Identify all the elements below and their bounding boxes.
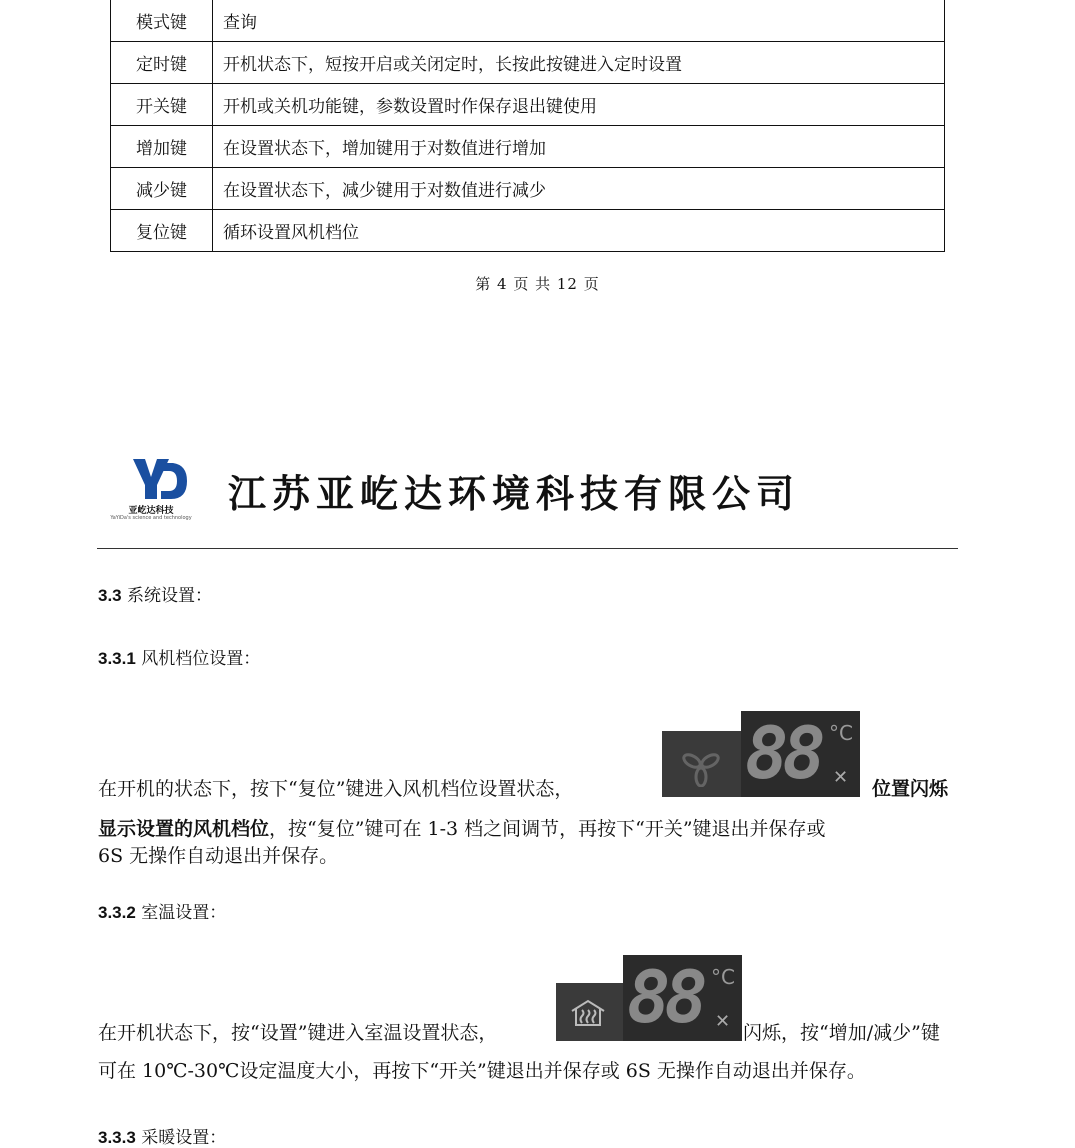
table-row xyxy=(111,210,945,252)
section-number: 3.3 xyxy=(98,586,122,605)
logo-subtext: YaYiDa's science and technology xyxy=(110,515,192,521)
wrench-icon: ✕ xyxy=(833,767,849,788)
section-3-3-2-body: 在开机状态下，按“设置”键进入室温设置状态， xyxy=(98,1022,498,1044)
heating-display-left xyxy=(556,983,624,1041)
table-row xyxy=(111,168,945,210)
key-description-cell: 查询 xyxy=(213,0,945,42)
section-3-3-1-body xyxy=(98,776,960,803)
section-number: 3.3.2 xyxy=(98,903,136,922)
lcd-digits: 88 xyxy=(627,955,702,1039)
celsius-unit: °C xyxy=(829,721,853,745)
company-name: 江苏亚屹达环境科技有限公司 xyxy=(228,471,801,516)
heating-icon xyxy=(568,997,608,1029)
celsius-unit: °C xyxy=(711,965,735,989)
section-3-3-1-body-line2 xyxy=(98,816,960,843)
key-description-cell: 在设置状态下，增加键用于对数值进行增加 xyxy=(213,126,945,168)
section-3-3-2-body-cont: 闪烁，按“增加/减少”键 xyxy=(743,1022,940,1044)
section-number: 3.3.1 xyxy=(98,649,136,668)
table-row xyxy=(111,42,945,84)
key-name-cell: 开关键 xyxy=(111,84,213,126)
lcd-display xyxy=(623,955,742,1041)
body-text: ，按“复位”键可在 1-3 档之间调节，再按下“开关”键退出并保存或 xyxy=(269,818,826,840)
company-header xyxy=(97,455,958,549)
section-3-3-2-heading xyxy=(98,898,226,923)
section-title: 室温设置： xyxy=(141,903,227,923)
logo-name: 亚屹达科技 xyxy=(128,506,174,516)
key-name-cell: 模式键 xyxy=(111,0,213,42)
key-description-cell: 在设置状态下，减少键用于对数值进行减少 xyxy=(213,168,945,210)
section-number: 3.3.3 xyxy=(98,1128,136,1147)
body-text-bold: 显示设置的风机档位 xyxy=(98,818,270,840)
section-3-3-heading xyxy=(98,581,212,606)
table-row xyxy=(111,126,945,168)
section-3-3-1-body-line3: 6S 无操作自动退出并保存。 xyxy=(98,845,339,867)
key-function-table xyxy=(110,0,945,252)
key-description-cell: 循环设置风机档位 xyxy=(213,210,945,252)
table-row xyxy=(111,84,945,126)
key-name-cell: 增加键 xyxy=(111,126,213,168)
body-text-bold: 位置闪烁 xyxy=(872,778,949,800)
section-3-3-3-heading xyxy=(98,1123,226,1148)
table-row xyxy=(111,0,945,42)
page-footer: 第 4 页 共 12 页 xyxy=(475,275,600,293)
section-title: 风机档位设置： xyxy=(141,649,261,669)
key-description-cell: 开机状态下，短按开启或关闭定时，长按此按键进入定时设置 xyxy=(213,42,945,84)
key-name-cell: 减少键 xyxy=(111,168,213,210)
key-description-cell: 开机或关机功能键，参数设置时作保存退出键使用 xyxy=(213,84,945,126)
key-name-cell: 复位键 xyxy=(111,210,213,252)
section-3-3-2-body-line2: 可在 10℃-30℃设定温度大小，再按下“开关”键退出并保存或 6S 无操作自动退出并保存。 xyxy=(98,1060,866,1082)
section-title: 系统设置： xyxy=(127,586,213,606)
key-name-cell: 定时键 xyxy=(111,42,213,84)
section-title: 采暖设置： xyxy=(141,1128,227,1148)
lcd-digits: 88 xyxy=(745,711,820,795)
wrench-icon: ✕ xyxy=(715,1011,731,1032)
section-3-3-1-heading xyxy=(98,644,260,669)
body-text: 在开机的状态下，按下“复位”键进入风机档位设置状态， xyxy=(98,778,574,800)
